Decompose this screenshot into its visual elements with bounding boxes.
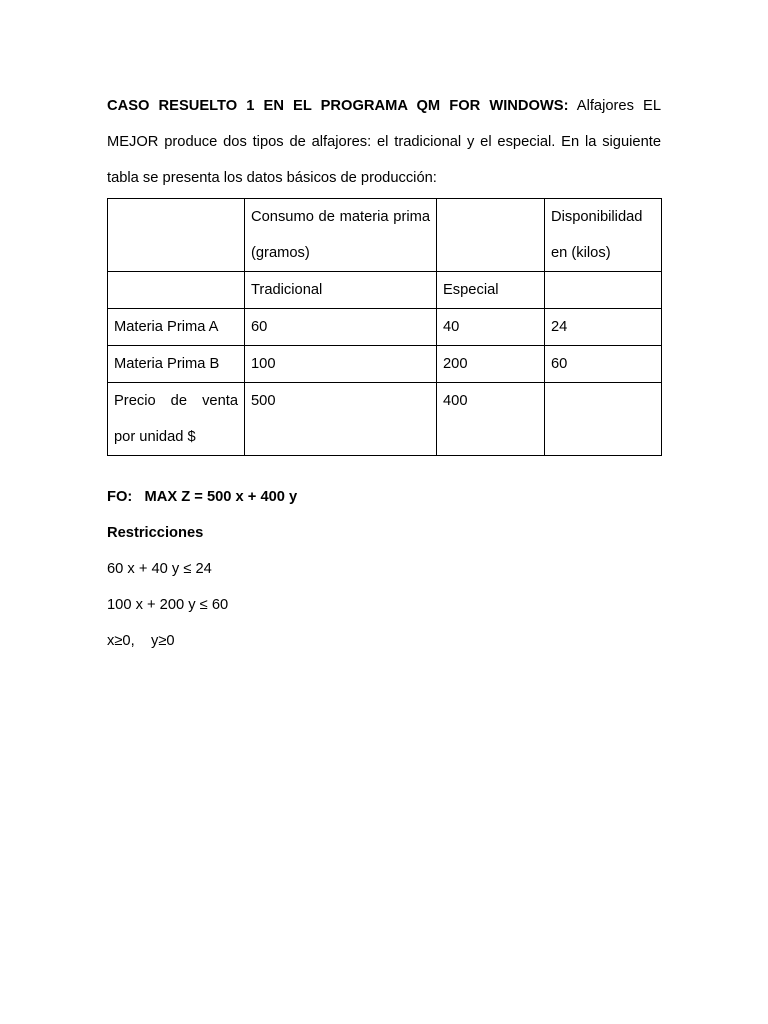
subheader-tradicional: Tradicional <box>245 272 437 309</box>
table-row <box>108 383 662 456</box>
table-subheader-row <box>108 272 662 309</box>
production-data-table <box>107 198 662 456</box>
row-label: Materia Prima B <box>108 346 245 383</box>
header-disponibilidad: Disponibilidad en (kilos) <box>545 199 662 272</box>
table-row <box>108 346 662 383</box>
restriction-1: 60 x + 40 y ≤ 24 <box>107 561 212 577</box>
objective-function: FO: MAX Z = 500 x + 400 y <box>107 489 298 505</box>
table-corner-cell <box>108 199 245 272</box>
cell-especial: 40 <box>437 309 545 346</box>
intro-paragraph <box>107 88 661 196</box>
restriction-2: 100 x + 200 y ≤ 60 <box>107 597 229 613</box>
row-label: Precio de venta por unidad $ <box>108 383 245 456</box>
cell-disponibilidad: 60 <box>545 346 662 383</box>
intro-text: Alfajores EL MEJOR produce dos tipos de alfajores: el tradicional y el especial. En la siguiente tabla se presenta los datos básicos de producción: <box>107 98 661 186</box>
subheader-empty-cell <box>108 272 245 309</box>
cell-especial: 400 <box>437 383 545 456</box>
cell-especial: 200 <box>437 346 545 383</box>
header-consumo: Consumo de materia prima (gramos) <box>245 199 437 272</box>
cell-tradicional: 60 <box>245 309 437 346</box>
cell-tradicional: 500 <box>245 383 437 456</box>
subheader-empty-cell <box>545 272 662 309</box>
cell-tradicional: 100 <box>245 346 437 383</box>
subheader-especial: Especial <box>437 272 545 309</box>
case-heading: CASO RESUELTO 1 EN EL PROGRAMA QM FOR WINDOWS: <box>107 98 569 114</box>
table-row <box>108 309 662 346</box>
header-empty-cell <box>437 199 545 272</box>
restrictions-title: Restricciones <box>107 525 204 541</box>
row-label: Materia Prima A <box>108 309 245 346</box>
table-header-row <box>108 199 662 272</box>
cell-disponibilidad <box>545 383 662 456</box>
cell-disponibilidad: 24 <box>545 309 662 346</box>
non-negativity: x≥0, y≥0 <box>107 633 175 649</box>
